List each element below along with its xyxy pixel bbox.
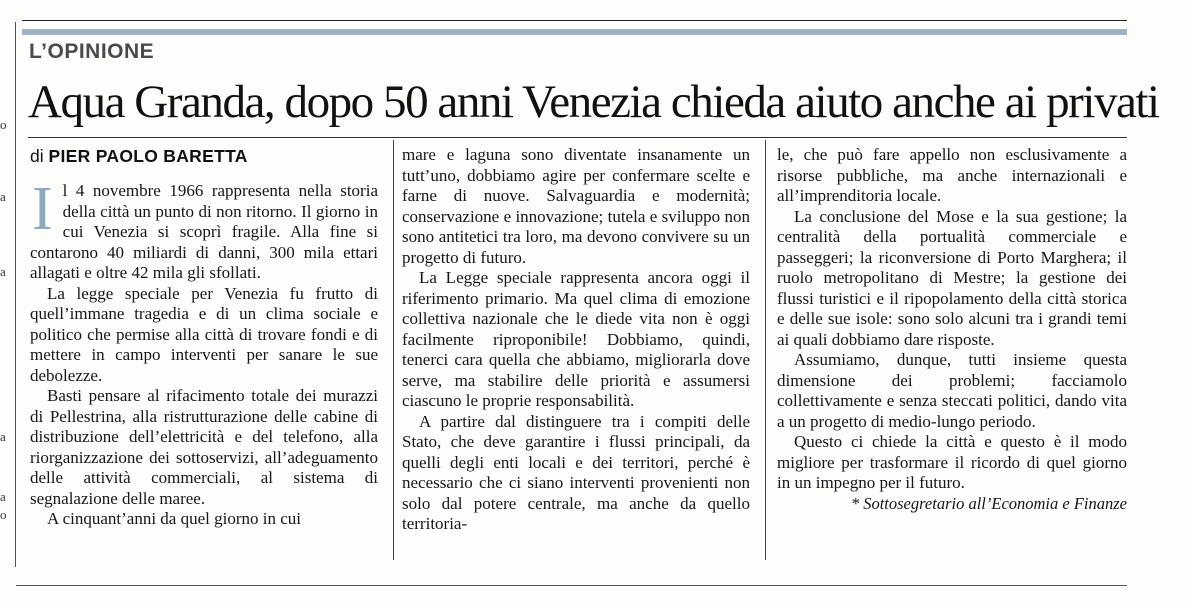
column-divider [393,140,394,560]
paragraph-text: l 4 novembre 1966 rappresenta nella storia della città un punto di non ritorno. Il giorno in cui Venezia si scoprì fragile. Alla fine si contarono 40 miliardi di danni, 300 mila ettari allagati e oltre 42 mila gli sfollati. [30,181,378,282]
paragraph: Questo ci chiede la città e questo è il modo migliore per trasformare il ricordo di quel giorno in un impegno per il futuro. [777,432,1127,492]
article-column-3 [777,145,1127,514]
gutter-fragment: a [0,264,6,279]
paragraph: La conclusione del Mose e la sua gestione; la centralità della portualità commerciale e passeggeri; la riconversione di Porto Marghera; il ruolo metropolitano di Mestre; la gestione dei flussi turistici e il ripopolamento della città storica e delle sue isole: sono solo alcuni tra i grandi temi ai quali dobbiamo dare risposte. [777,206,1127,349]
gutter-fragment: a [0,429,6,444]
paragraph-lead [30,175,378,284]
paragraph-continues: A cinquant’anni da quel giorno in cui [47,509,301,528]
paragraph-continues: A partire dal distinguere tra i compiti delle Stato, che deve garantire i flussi principali, da quelli degli enti locali e dei territori, perché è necessario che ci siano interventi provenienti non solo dal potere centrale, ma anche da quello territoria- [402,411,750,533]
paragraph-continued: le, che può fare appello non esclusivamente a risorse pubbliche, ma anche internazionali e all’imprenditoria locale. [777,145,1127,205]
paragraph: Assumiamo, dunque, tutti insieme questa dimensione dei problemi; facciamolo collettivamente e senza steccati politici, dando vita a un progetto di medio-lungo periodo. [777,350,1127,431]
paragraph: La Legge speciale rappresenta ancora oggi il riferimento primario. Ma quel clima di emozione collettiva nazionale che le diede vita non è oggi facilmente riproponibile! Dobbiamo, quindi, tenerci cara quella che abbiamo, migliorarla dove serve, ma stabilire delle priorità e assumersi ciascuno le proprie responsabilità. [402,268,750,410]
gutter-fragment: a [0,489,6,504]
adjacent-article-fragments [0,0,12,601]
section-top-rules [22,20,1127,35]
top-color-band [22,29,1127,35]
bottom-rule [16,585,1127,586]
column-divider [765,140,766,560]
gutter-fragment: a [0,189,6,204]
gutter-fragment: o [0,507,7,522]
article-column-2 [402,145,750,535]
article-headline: Aqua Granda, dopo 50 anni Venezia chieda aiuto anche ai privati [28,76,1159,128]
drop-cap: I [32,175,53,243]
paragraph: Basti pensare al rifacimento totale dei murazzi di Pellestrina, alla ristrutturazione delle cabine di distribuzione dell’elettricità e del telefono, alla riorganizzazione dei sottoservizi, all’adeguamento delle attività commerciali, al sistema di segnalazione delle maree. [30,386,378,508]
section-kicker: L’OPINIONE [29,40,155,63]
paragraph: La legge speciale per Venezia fu frutto di quell’immane tragedia e di un clima sociale e politico che permise alla città di trovare fondi e di mettere in campo interventi per sanare le sue debolezze. [30,283,378,385]
headline-rule [28,137,1127,138]
author-footnote: * Sottosegretario all’Economia e Finanze [850,493,1127,513]
gutter-fragment: o [0,117,7,132]
byline [30,145,378,167]
byline-author: PIER PAOLO BARETTA [48,146,248,166]
left-divider [15,22,16,567]
top-thin-rule [22,20,1127,21]
paragraph-continued: mare e laguna sono diventate insanamente un tutt’uno, dobbiamo agire per confermare scelte e farne di nuove. Salvaguardia e modernità; conservazione e innovazione; tutela e sviluppo non sono antitetici tra loro, ma devono convivere su un progetto di futuro. [402,145,750,267]
byline-prefix: di [30,146,44,166]
article-column-1 [30,145,378,530]
